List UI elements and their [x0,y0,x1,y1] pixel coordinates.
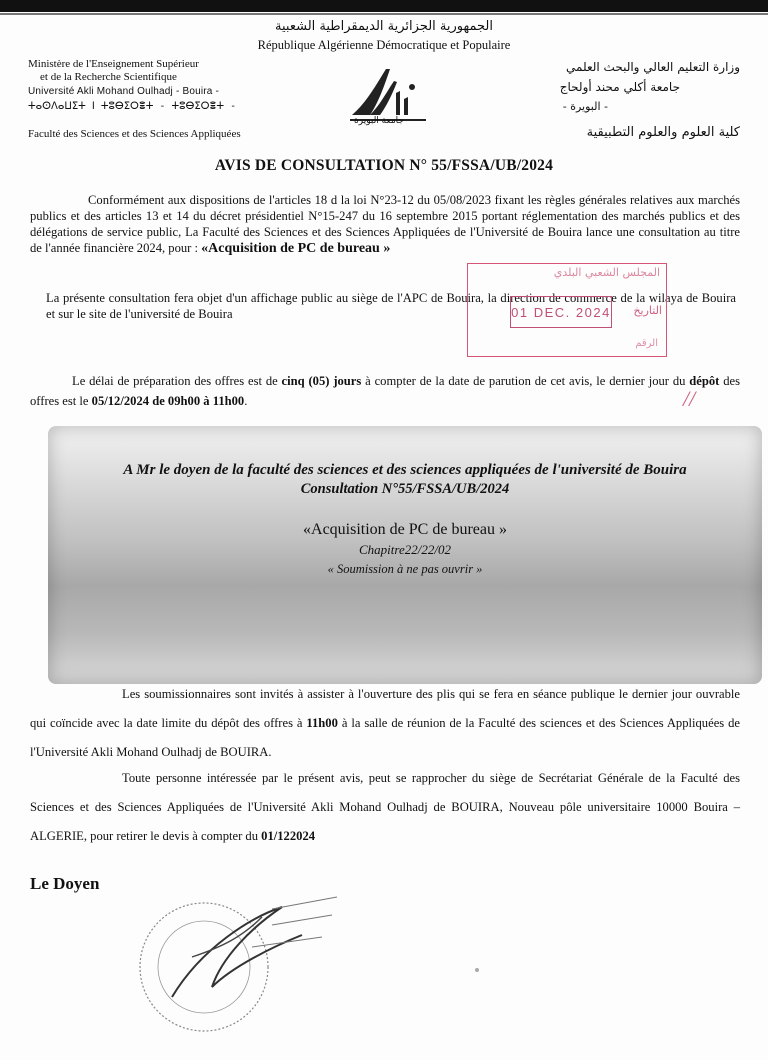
paragraph-legal-basis-text: Conformément aux dispositions de l'articles 18 d la loi N°23-12 du 05/08/2023 fixant les règles générales relatives aux marchés publics et des articles 13 et 14 du décret présidentiel N°15-247 du 16 septembre 2015 portant réglementation des marchés publics et des délégations de service public, La Faculté des Sciences et des Sciences Appliquées de l'Université de Bouira lance une consultation au titre de l'année financière 2024, pour : [30,193,740,255]
scan-top-border [0,0,768,12]
contact-text: Toute personne intéressée par le présent avis, peut se rapprocher du siège de Secrétariat Générale de la Faculté des Sciences et des Sciences Appliquées de l'Université Akli Mohand Oulhadj de BOUIRA, Nouveau pôle universitaire 10000 Bouira –ALGERIE, pour retirer le devis à compter du [30,771,740,843]
stamp-number-label: الرقم [635,338,658,349]
scan-top-line [0,13,768,15]
envelope-object: «Acquisition de PC de bureau » [303,521,507,538]
paragraph-deadline [30,371,740,411]
logo-caption: جامعة البويرة [354,116,404,126]
reception-stamp [467,263,667,357]
envelope-addressee: A Mr le doyen de la faculté des sciences et des sciences appliquées de l'université de Bouira [123,462,687,478]
deadline-text-1: Le délai de préparation des offres est de [72,374,282,388]
envelope-chapter: Chapitre22/22/02 [359,542,451,557]
university-tifinagh: ⵜⴰⵙⴷⴰⵡⵉⵜ ⵏ ⵜⵓⴱⵉⵔⴻⵜ - ⵜⵓⴱⵉⵔⴻⵜ - [28,101,237,112]
deadline-depot: dépôt [689,374,720,388]
envelope-notice: « Soumission à ne pas ouvrir » [327,562,483,576]
consultation-object: «Acquisition de PC de bureau » [201,241,391,256]
opening-text-2: à la salle de réunion de la Faculté des sciences et des Sciences Appliquées de l'Université Akli Mohand Oulhadj de BOUIRA. [30,716,740,759]
stamp-date-label: التاريخ [633,304,662,317]
university-arabic: جامعة أكلي محند أولحاج [559,80,680,94]
republic-arabic: الجمهورية الجزائرية الديمقراطية الشعبية [275,19,493,34]
stamp-header: المجلس الشعبي البلدي [553,266,660,279]
ministry-french-line1: Ministère de l'Enseignement Supérieur [28,58,199,70]
faculty-french: Faculté des Sciences et des Sciences Appliquées [28,128,241,140]
paragraph-legal-basis [30,192,740,257]
official-seal-signature-icon [132,887,362,1047]
paragraph-opening [30,680,740,767]
faculty-arabic: كلية العلوم والعلوم التطبيقية [586,125,740,140]
paragraph-contact [30,764,740,851]
opening-text-1: Les soumissionnaires sont invités à assister à l'ouverture des plis qui se fera en séance publique le dernier jour ouvrable qui coïncide avec la date limite du dépôt des offres à [30,687,740,730]
ministry-arabic: وزارة التعليم العالي والبحث العلمي [566,60,740,74]
stamp-date-box [510,296,612,328]
deadline-date: 05/12/2024 de 09h00 à 11h00 [91,394,245,408]
document-title: AVIS DE CONSULTATION N° 55/FSSA/UB/2024 [214,157,554,174]
city-arabic: - البويرة - [562,100,608,113]
handwritten-mark-icon: // [683,386,696,411]
deadline-text-4: . [244,394,248,408]
opening-time: 11h00 [306,716,338,730]
envelope-label-box [48,426,762,684]
ministry-french-line2: et de la Recherche Scientifique [40,71,177,83]
contact-date: 01/122024 [261,829,316,843]
deadline-days: cinq (05) jours [281,374,362,388]
republic-french: République Algérienne Démocratique et Populaire [257,38,511,52]
deadline-text-2: à compter de la date de parution de cet avis, le dernier jour du [361,374,690,388]
stamp-date: 01 DEC. 2024 [511,304,611,320]
envelope-reference: Consultation N°55/FSSA/UB/2024 [300,481,510,497]
paragraph-publication: La présente consultation fera objet d'un affichage public au siège de l'APC de Bouira, la direction de commerce de la wilaya de Bouira et sur le site de l'université de Bouira [46,291,736,321]
deadline-text-3: des offres est le [30,374,740,408]
signatory-title: Le Doyen [30,874,100,893]
university-french: Université Akli Mohand Oulhadj - Bouira - [28,86,220,97]
ink-speck-icon [470,963,484,977]
